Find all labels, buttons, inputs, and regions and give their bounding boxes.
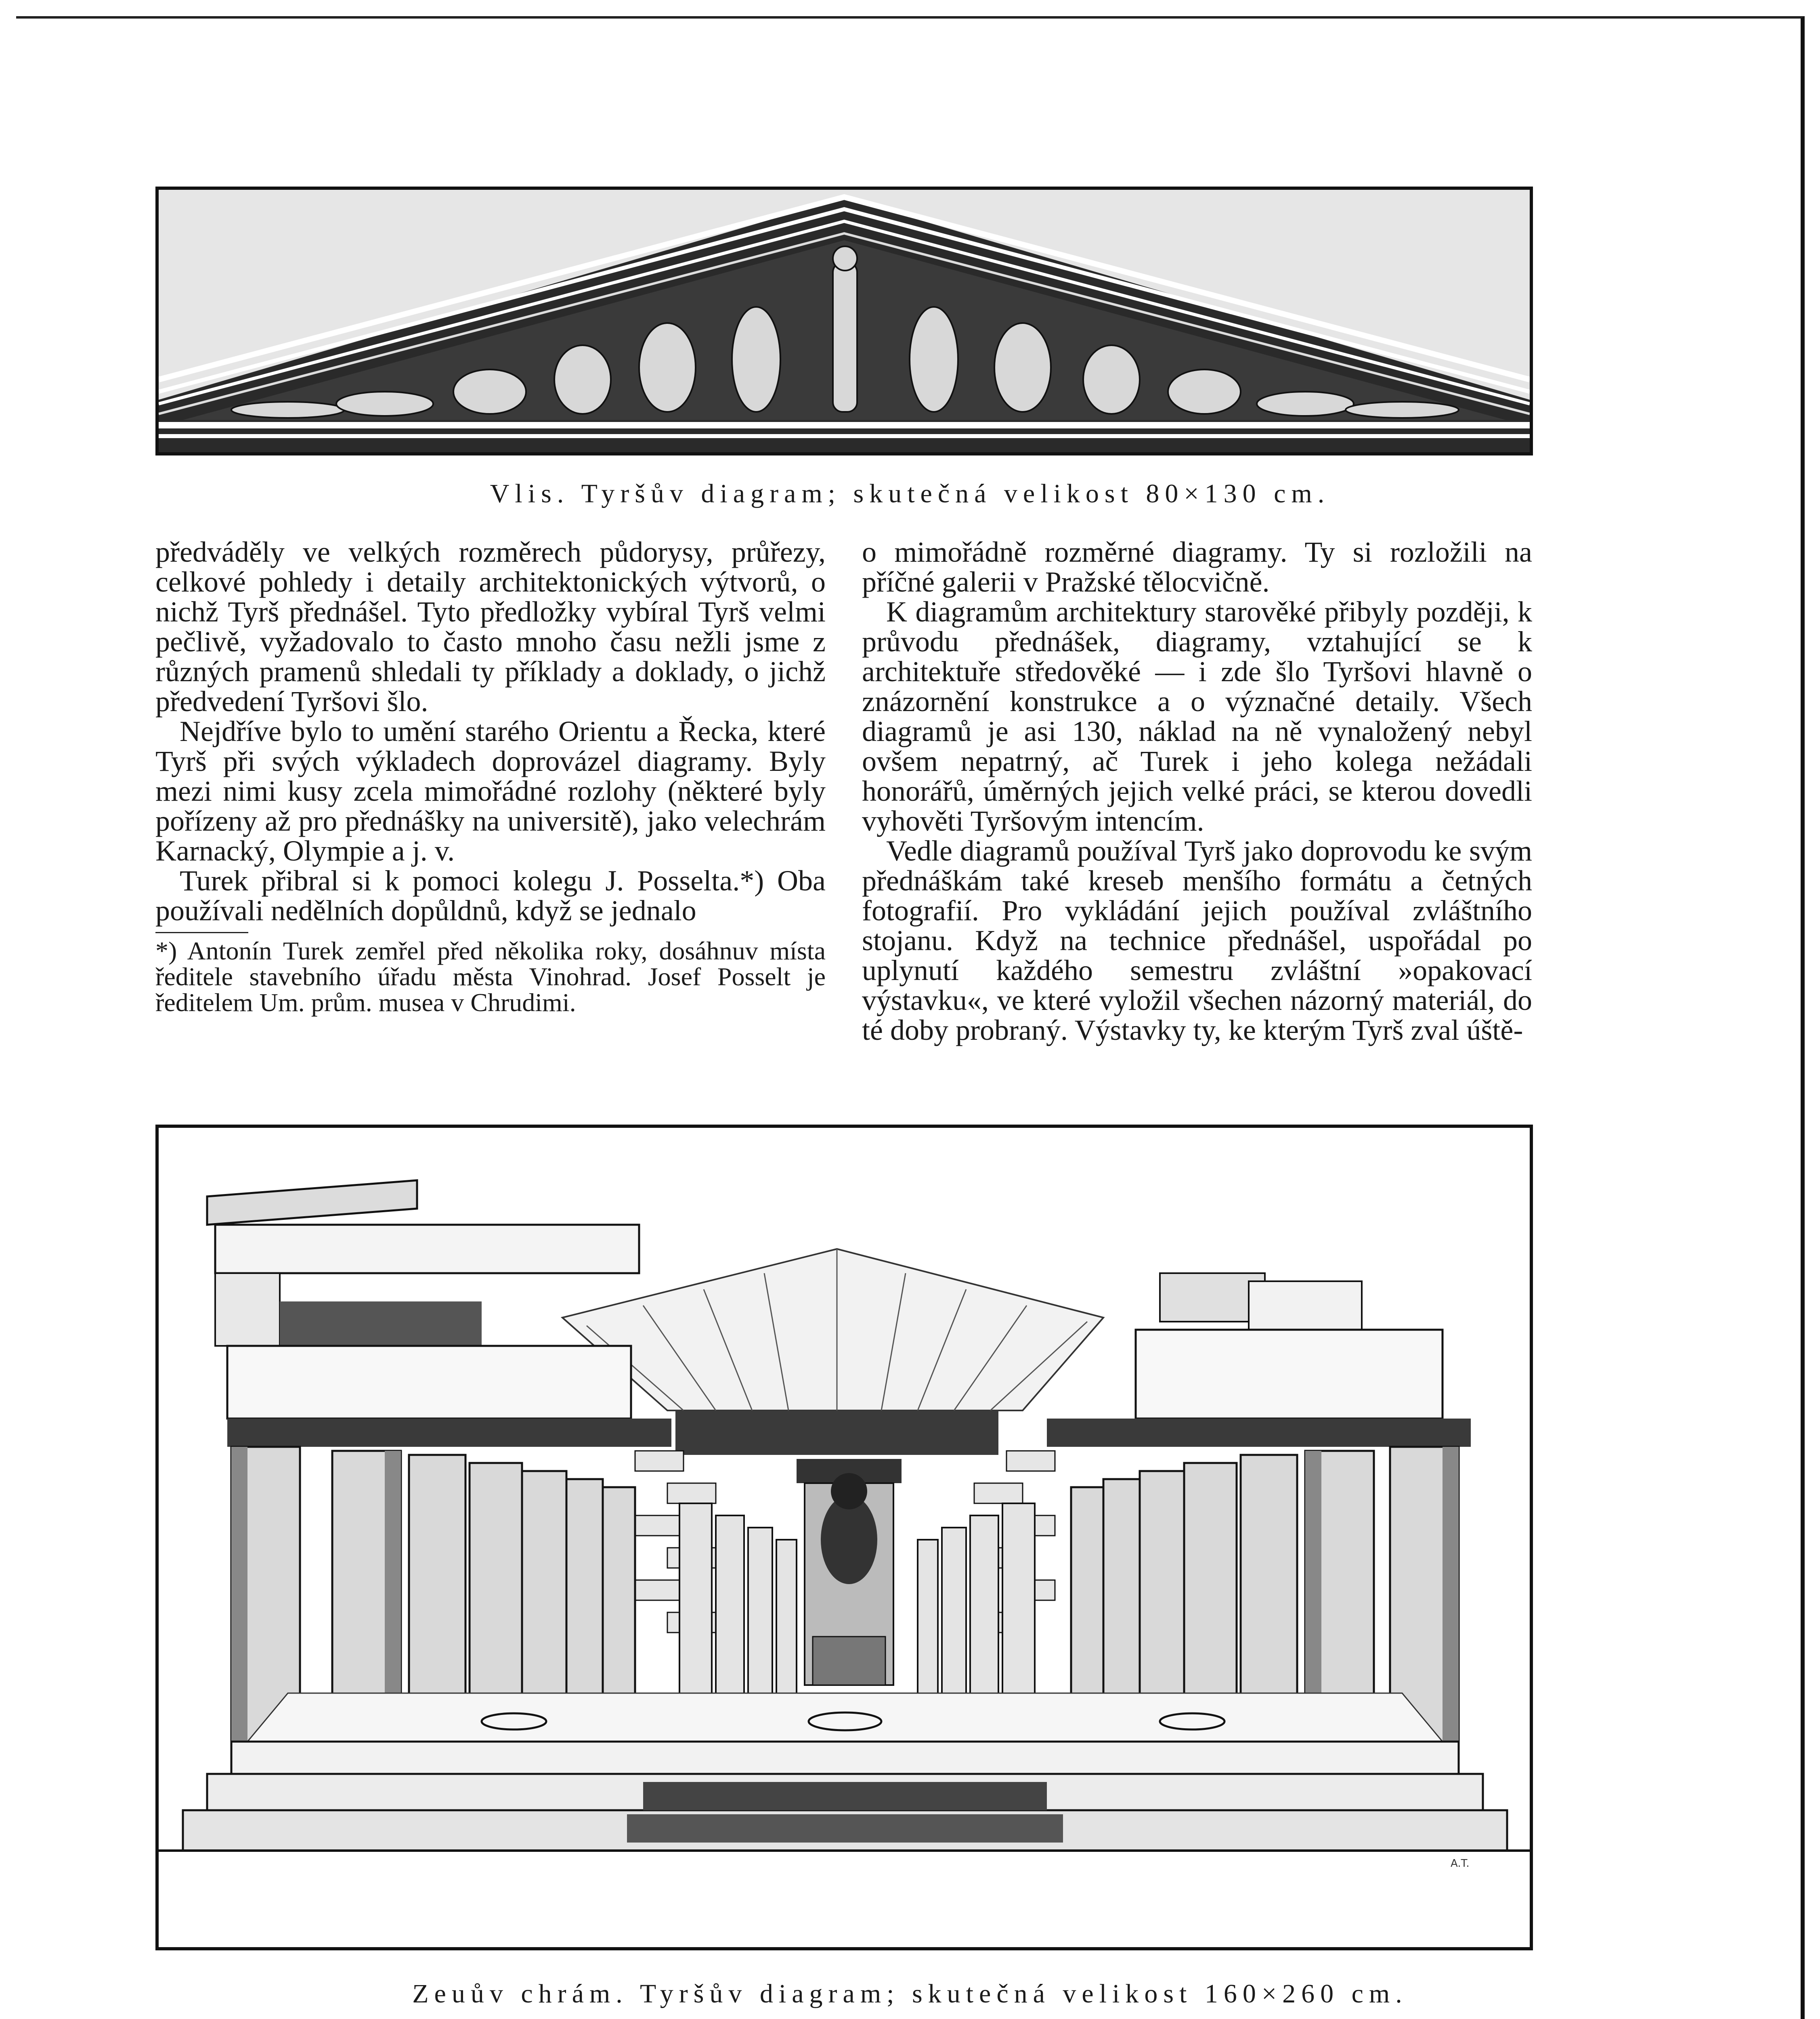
left-text-column xyxy=(155,537,826,1016)
artist-signature: A.T. xyxy=(1451,1857,1470,1870)
pediment-frieze-figure xyxy=(155,187,1533,455)
right-paragraph-2: K diagramům architektury starověké přibyly později, k průvodu přednášek, diagramy, vztahující se k architektuře středověké — i zde šlo Tyršovi hlavně o znázornění konstrukce a o význačné detaily. Všech diagramů je asi 130, náklad na ně vynaložený nebyl ovšem nepatrný, ač Turek i jeho kolega nežádali honorářů, úměrných jejich velké práci, se kterou dovedli vyhověti Tyršovým intencím. xyxy=(862,596,1532,837)
temple-of-zeus-drawing xyxy=(159,1128,1530,1947)
right-paragraph-1: o mimořádně rozměrné diagramy. Ty si rozložili na příčné galerii v Pražské tělocvičně. xyxy=(862,536,1532,598)
top-figure-caption: Vlis. Tyršův diagram; skutečná velikost 80×130 cm. xyxy=(490,479,1330,508)
temple-of-zeus-figure xyxy=(155,1125,1533,1950)
footnote-rule xyxy=(155,932,248,933)
pediment-frieze-drawing xyxy=(159,190,1530,452)
bottom-figure-caption: Zeuův chrám. Tyršův diagram; skutečná velikost 160×260 cm. xyxy=(412,1979,1408,2009)
footnote: *) Antonín Turek zemřel před několika roky, dosáhnuv místa ředitele stavebního úřadu města Vinohrad. Josef Posselt je ředitelem Um. prům. musea v Chrudimi. xyxy=(155,936,826,1017)
right-text-column xyxy=(862,537,1532,1045)
left-paragraph-1: předváděly ve velkých rozměrech půdorysy, průřezy, celkové pohledy i detaily architektonických výtvorů, o nichž Tyrš přednášel. Tyto předložky vybíral Tyrš velmi pečlivě, vyžadovalo to často mnoho času nežli jsme z různých pramenů shledali ty příklady a doklady, o jichž předvedení Tyršovi šlo. xyxy=(155,536,826,718)
left-paragraph-3: Turek přibral si k pomoci kolegu J. Posselta.*) Oba používali nedělních dopůldnů, když se jednalo xyxy=(155,865,826,927)
left-paragraph-2: Nejdříve bylo to umění starého Orientu a Řecka, které Tyrš při svých výkladech doprovázel diagramy. Byly mezi nimi kusy zcela mimořádné rozlohy (některé byly pořízeny až pro přednášky na universitě), jako velechrám Karnacký, Olympie a j. v. xyxy=(155,715,826,867)
right-paragraph-3: Vedle diagramů používal Tyrš jako doprovodu ke svým přednáškám také kreseb menšího formátu a četných fotografií. Pro vykládání jejich používal zvláštního stojanu. Když na technice přednášel, uspořádal po uplynutí každého semestru zvláštní »opakovací výstavku«, ve které vyložil všechen názorný materiál, do té doby probraný. Výstavky ty, ke kterým Tyrš zval úště- xyxy=(862,835,1532,1046)
